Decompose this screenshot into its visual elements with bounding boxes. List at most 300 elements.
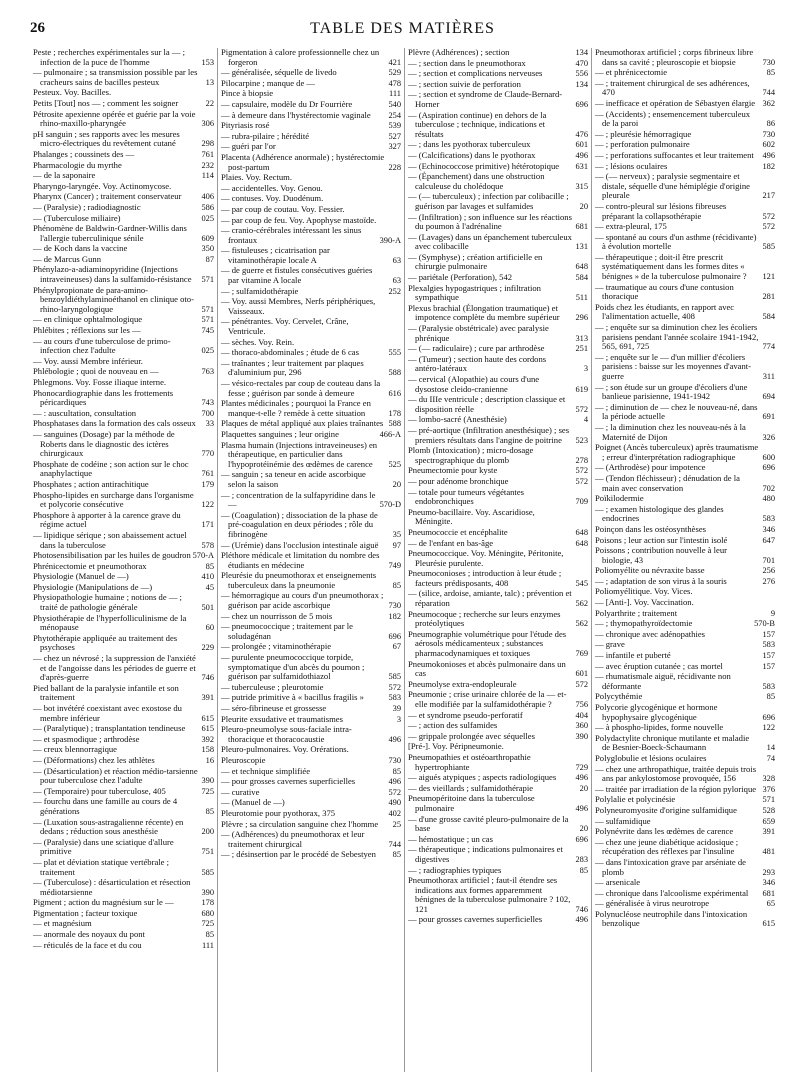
index-entry: [408, 794, 588, 813]
index-entry-text: Plasma humain (Injections intraveineuses) en thérapeutique, en particulier dans l'hypoprotéinémie des œdèmes de carence: [221, 439, 378, 469]
index-entry-text: — ; sulfamidothérapie: [221, 285, 299, 296]
index-entry: [221, 153, 401, 172]
index-entry-text: Polyneuromyosite d'origine sulfamidique: [595, 804, 737, 815]
index-entry-text: — (Accidents) ; ensemencement tuberculeux de la paroi: [595, 108, 751, 129]
index-entry-text: — (Coagulation) ; dissociation de la phase de pré-coagulation en deux périodes ; rôle du fibrinogène: [221, 509, 378, 539]
index-entry: [595, 806, 775, 816]
index-entry: [595, 202, 775, 221]
index-entry-page: 65: [766, 899, 775, 909]
index-entry-text: — réticulés de la face et du cou: [33, 939, 142, 950]
index-entry-page: 315: [575, 181, 588, 191]
index-entry: [221, 379, 401, 398]
page-title: TABLE DES MATIÈRES: [310, 20, 495, 37]
index-entry-page: 730: [762, 129, 775, 139]
index-entry-page: 729: [575, 762, 588, 772]
index-entry-page: 254: [388, 110, 401, 120]
index-entry-text: Poliomyélitique. Voy. Vices.: [595, 586, 693, 597]
index-entry: [33, 48, 214, 67]
index-entry-text: — pré-aortique (Infiltration anesthésique) ; ses premiers résultats dans l'angine de poitrine: [408, 424, 570, 445]
index-entry-text: Pharynx (Cancer) ; traitement conservateur: [33, 191, 182, 202]
index-entry-page: 774: [762, 342, 775, 352]
index-entry: [595, 140, 775, 150]
index-entry-text: — cervical (Alopathie) au cours d'une dysostose cleido-cranienne: [408, 374, 540, 394]
index-entry-text: — infantile et puberté: [595, 650, 671, 661]
index-entry: [408, 375, 588, 394]
index-entry-page: 571: [762, 795, 775, 805]
index-entry-page: 134: [575, 79, 588, 89]
index-entry: [595, 253, 775, 282]
index-entry-page: 252: [388, 286, 401, 296]
index-entry-page: 761: [201, 469, 214, 479]
index-entry: [408, 845, 588, 864]
index-entry-text: — hémostatique ; un cas: [408, 833, 493, 844]
index-entry-page: 85: [392, 580, 401, 590]
index-entry-page: 182: [388, 611, 401, 621]
index-entry-page: 601: [575, 140, 588, 150]
index-entry: [595, 640, 775, 650]
index-entry-text: — spontané au cours d'un asthme (récidivante) à évolution mortelle: [595, 231, 757, 252]
index-entry: [595, 353, 775, 382]
index-entry-text: — purulente pneumococcique torpide, symptomatique d'un abcès du poumon ; guérison par sulfamidothiazol: [221, 652, 365, 682]
index-entry-page: 134: [575, 48, 588, 57]
index-entry-text: — (Echinococcose primitive) hétérotopique: [408, 160, 560, 171]
index-entry-text: — thérapeutique ; indications pulmonaires et digestives: [408, 844, 563, 864]
index-entry-text: Phytothérapie appliquée au traitement des psychoses: [33, 632, 178, 653]
index-entry-page: 570-B: [754, 619, 775, 629]
index-entry-text: — aigués atypiques ; aspects radiologiques: [408, 772, 557, 783]
index-entry-page: 572: [762, 222, 775, 232]
index-entry: [408, 815, 588, 834]
index-entry-text: — sanguin ; sa teneur en acide ascorbique selon la saison: [221, 469, 366, 489]
index-entry: [33, 858, 214, 877]
index-entry-text: — fourchu dans une famille au cours de 4 générations: [33, 796, 178, 816]
index-entry-page: 691: [762, 412, 775, 422]
index-entry-page: 390-A: [379, 235, 401, 245]
index-entry: [408, 876, 588, 914]
index-entry-page: 390: [575, 731, 588, 741]
index-entry: [221, 111, 401, 121]
index-entry-page: 402: [388, 808, 401, 818]
index-entry: [33, 654, 214, 683]
index-entry-text: Pleurésie du pneumothorax et enseignements tuberculeux dans la pneumonie: [221, 570, 377, 590]
index-entry-page: 392: [201, 734, 214, 744]
index-entry: [408, 192, 588, 211]
index-entry-page: 578: [201, 540, 214, 550]
index-entry-page: 376: [762, 784, 775, 794]
index-columns: [30, 48, 778, 1072]
index-entry-text: — pour grosses cavernes superficielles: [221, 776, 356, 787]
index-entry: [595, 494, 775, 504]
index-entry: [33, 562, 214, 572]
index-entry-page: 39: [392, 704, 401, 713]
index-entry-page: 583: [762, 514, 775, 524]
index-entry-text: — (Calcifications) dans le pyothorax: [408, 149, 536, 160]
index-entry-page: 3: [583, 364, 588, 374]
index-entry-page: 570-D: [379, 500, 401, 510]
index-entry: [33, 161, 214, 171]
index-entry-page: 588: [388, 419, 401, 429]
index-entry-text: Physiologie (Manipulations de —): [33, 581, 153, 592]
index-entry-text: — contuses. Voy. Duodénum.: [221, 193, 324, 204]
index-entry-page: 232: [201, 160, 214, 170]
index-entry-text: — ; concentration de la sulfapyridine dans le —: [221, 489, 376, 510]
index-entry: [221, 591, 401, 610]
index-entry: [595, 795, 775, 805]
index-entry: [408, 549, 588, 568]
index-entry-page: 200: [201, 827, 214, 837]
index-entry-page: 615: [201, 724, 214, 734]
index-entry-text: — chez une arthropathique, traitée depuis trois ans par ankylostomose provoquée, 156: [595, 763, 757, 784]
index-entry-text: Poignet (Ancès tuberculeux) après traumatisme ; erreur d'interprétation radiographique: [595, 442, 759, 462]
index-entry: [595, 233, 775, 252]
index-entry-page: 114: [201, 171, 214, 181]
index-entry: [408, 344, 588, 354]
index-entry: [221, 798, 401, 808]
index-entry-page: 585: [388, 672, 401, 682]
index-entry: [33, 430, 214, 459]
index-entry-text: — (Aspiration continue) en dehors de la tuberculose ; technique, indications et résultats: [408, 109, 547, 139]
index-entry-page: 404: [575, 710, 588, 720]
index-entry: [408, 80, 588, 90]
index-entry: [221, 470, 401, 489]
index-entry-page: 770: [201, 449, 214, 459]
index-entry: [595, 172, 775, 201]
index-entry-text: Plaques de métal appliqué aux plaies traînantes: [221, 418, 384, 429]
index-entry-page: 14: [766, 743, 775, 753]
index-entry-page: 743: [201, 398, 214, 408]
index-entry-text: — et syndrome pseudo-perforatif: [408, 709, 523, 720]
index-entry-page: 85: [579, 865, 588, 875]
index-entry: [595, 68, 775, 78]
index-entry-page: 157: [762, 661, 775, 671]
index-entry-text: Phénomène de Baldwin-Gardner-Willis dans l'allergie tuberculinique sénile: [33, 223, 187, 243]
index-entry: [408, 711, 588, 721]
index-entry-text: — thérapeutique ; doit-il être prescrit systématiquement dans les formes dites « bénignes » de la tuberculose pulmonaire ?: [595, 251, 747, 282]
index-entry-text: Phosphate de codéine ; son action sur le choc anaphylactique: [33, 458, 189, 479]
index-entry-page: 681: [575, 222, 588, 232]
index-entry-text: — plat et déviation statique vertébrale ; traitement: [33, 856, 170, 877]
index-entry-page: 539: [388, 121, 401, 131]
index-entry: [33, 286, 214, 315]
index-entry: [595, 505, 775, 524]
index-entry-text: — ; enquête sur le — d'un millier d'écoliers parisiens : baisse sur les moyennes d'avant-guerre: [595, 351, 752, 381]
index-entry: [595, 79, 775, 98]
index-entry-text: — généralisée, séquelle de livedo: [221, 67, 337, 78]
index-entry-page: 496: [388, 777, 401, 787]
index-entry-text: Phosphates ; action antirachitique: [33, 478, 149, 489]
index-entry: [33, 192, 214, 202]
index-entry-page: 696: [762, 463, 775, 473]
index-entry: [408, 446, 588, 465]
index-entry-page: 153: [201, 57, 214, 67]
index-entry-text: — curative: [221, 786, 260, 797]
index-entry-text: Plèvre ; sa circulation sanguine chez l'homme: [221, 818, 379, 829]
index-entry-text: — fistuleuses ; cicatrisation par vitaminothérapie locale A: [221, 245, 330, 265]
index-column-1: [30, 48, 217, 1072]
index-entry-text: Pleuro-pulmonaires. Voy. Orérations.: [221, 744, 349, 755]
index-entry-text: Phénylpropionate de para-amino-benzoyldiéthylaminoéthanol en clinique oto-rhino-laryngologique: [33, 284, 194, 314]
index-entry-text: — lipidique sérique ; son abaissement actuel dans la tuberculose: [33, 529, 187, 550]
index-entry: [408, 172, 588, 191]
index-entry-text: Pétrosite apexienne opérée et guérie par la voie rhino-maxillo-pharyngée: [33, 108, 196, 129]
index-entry-page: 406: [201, 192, 214, 202]
index-entry: [595, 692, 775, 702]
index-entry-text: — rubra-pilaire ; hérédité: [221, 130, 310, 141]
index-entry-text: Plantes médicinales ; pourquoi la France en manque-t-elle ? remède à cette situation: [221, 398, 371, 418]
index-entry-page: 619: [575, 384, 588, 394]
index-entry-text: — au cours d'une tuberculose de primo-infection chez l'adulte: [33, 335, 171, 356]
index-entry: [408, 111, 588, 140]
index-entry-page: 700: [201, 408, 214, 418]
index-entry: [408, 151, 588, 161]
index-entry-page: 555: [388, 348, 401, 358]
index-entry: [33, 110, 214, 129]
index-entry-page: 631: [575, 161, 588, 171]
index-entry-text: — et spasmodique ; arthrodèse: [33, 733, 140, 744]
index-entry: [33, 244, 214, 254]
index-entry: [221, 756, 401, 766]
index-entry-text: — capsulaire, modèle du Dr Fourrière: [221, 98, 353, 109]
index-entry-page: 229: [201, 643, 214, 653]
index-entry-text: — ; radiographies typiques: [408, 864, 502, 875]
index-entry-text: — du IIIe ventricule ; description classique et disposition réelle: [408, 394, 566, 414]
index-entry-text: Pigment ; action du magnésium sur le —: [33, 897, 174, 908]
index-entry-text: — ; enquête sur sa diminution chez les écoliers parisiens pendant l'année scolaire 1941-1942, 565, 691, 725: [595, 322, 759, 352]
index-entry-page: 306: [201, 119, 214, 129]
index-entry-text: Pharyngo-laryngée. Voy. Actinomycose.: [33, 180, 172, 191]
index-entry: [595, 463, 775, 473]
index-entry: [595, 899, 775, 909]
index-entry-page: 391: [201, 693, 214, 703]
index-entry-page: 025: [201, 346, 214, 356]
index-entry: [221, 419, 401, 429]
index-entry-text: Pneumolyse extra-endopleurale: [408, 678, 517, 689]
index-entry-text: — (Lavages) dans un épanchement tuberculeux avec colibacille: [408, 231, 572, 252]
index-entry-text: — extra-pleural, 175: [595, 221, 667, 232]
index-entry: [221, 48, 401, 67]
index-entry-page: 496: [575, 915, 588, 925]
index-entry-text: Pneumonie ; crise urinaire chlorée de la — et-elle modifiée par la sulfamidothérapie ?: [408, 689, 567, 709]
index-entry: [221, 491, 401, 510]
index-entry: [408, 273, 588, 283]
index-entry-text: Phlegmons. Voy. Fosse iliaque interne.: [33, 377, 167, 387]
index-entry: [408, 284, 588, 303]
index-entry-text: — (Temporaire) pour tuberculose, 405: [33, 785, 166, 796]
index-entry: [595, 536, 775, 546]
index-entry-page: 87: [205, 254, 214, 264]
index-entry-text: Plèvre (Adhérences) ; section: [408, 48, 510, 57]
index-entry-page: 20: [392, 479, 401, 489]
index-entry-text: — ; section suivie de perforation: [408, 78, 521, 89]
index-entry-page: 25: [392, 819, 401, 829]
index-entry-page: 470: [575, 58, 588, 68]
index-entry-text: Pince à biopsie: [221, 88, 274, 99]
index-entry: [595, 609, 775, 619]
index-entry-text: Polycorie glycogénique et hormone hypophysaire glycogénique: [595, 702, 718, 722]
index-entry: [408, 773, 588, 783]
index-entry: [595, 827, 775, 837]
index-entry: [595, 619, 775, 629]
index-entry-text: — de l'enfant en bas-âge: [408, 537, 494, 548]
index-entry: [408, 48, 588, 58]
index-entry: [408, 488, 588, 507]
index-entry-page: 583: [388, 693, 401, 703]
index-entry-page: 256: [762, 566, 775, 576]
index-entry: [595, 889, 775, 899]
index-entry: [595, 222, 775, 232]
index-entry-text: — thoraco-abdominales ; étude de 6 cas: [221, 347, 359, 358]
index-entry: [221, 359, 401, 378]
index-entry-page: 85: [205, 561, 214, 571]
index-entry: [221, 194, 401, 204]
index-entry-page: 730: [762, 57, 775, 67]
index-entry-page: 570-A: [192, 551, 214, 561]
index-entry: [221, 511, 401, 540]
index-entry-text: — ; examen histologique des glandes endocrines: [595, 503, 724, 524]
index-entry: [595, 754, 775, 764]
index-entry: [408, 233, 588, 252]
index-entry-page: 111: [202, 940, 214, 950]
index-entry-page: 157: [762, 651, 775, 661]
index-entry: [33, 898, 214, 908]
index-entry: [33, 930, 214, 940]
index-entry-page: 3: [396, 714, 401, 724]
index-entry-page: 600: [762, 452, 775, 462]
index-entry-text: — vésico-rectales par coup de couteau dans la fesse ; guérison par sonde à demeure: [221, 378, 381, 398]
index-entry: [33, 745, 214, 755]
index-entry: [595, 651, 775, 661]
index-entry: [33, 614, 214, 633]
index-entry-text: Polydactylite chronique mutilante et maladie de Besnier-Boeck-Schaumann: [595, 732, 750, 753]
index-entry-text: — (Paralytique) ; transplantation tendineuse: [33, 723, 186, 734]
index-entry-text: pH sanguin ; ses rapports avec les mesures micro-électriques du revêtement cutané: [33, 128, 180, 149]
index-entry-text: — à demeure dans l'hystérectomie vaginale: [221, 109, 371, 120]
index-entry: [408, 589, 588, 608]
index-entry-page: 572: [575, 476, 588, 486]
index-entry-text: — ; son étude sur un groupe d'écoliers d'une banlieue parisienne, 1941-1942: [595, 381, 748, 402]
index-entry: [33, 409, 214, 419]
page-header: [30, 20, 775, 44]
index-entry-text: Pneumothorax artificiel ; faut-il étendre ses indications aux formes apparemment bénignes de la tuberculose pulmonaire ? 102, 121: [408, 875, 571, 914]
index-entry-page: 476: [575, 129, 588, 139]
index-entry-page: 501: [201, 603, 214, 613]
index-entry: [33, 265, 214, 284]
index-entry-page: 615: [762, 919, 775, 929]
index-entry: [221, 246, 401, 265]
index-entry-page: 609: [201, 233, 214, 243]
index-entry-text: — accidentelles. Voy. Genou.: [221, 182, 323, 193]
index-entry-page: 85: [392, 850, 401, 860]
index-entry: [33, 326, 214, 336]
index-column-3: [404, 48, 591, 1072]
index-entry-text: — : auscultation, consultation: [33, 407, 137, 418]
index-entry-text: Pneumoconioses ; introduction à leur étude ; facteurs prédisposants, 408: [408, 568, 562, 588]
index-entry: [595, 48, 775, 67]
index-entry: [595, 672, 775, 691]
index-entry-text: — Voy. aussi Membre inférieur.: [33, 355, 143, 366]
index-entry-page: 680: [201, 908, 214, 918]
index-entry-page: 572: [575, 679, 588, 689]
index-entry-page: 346: [762, 878, 775, 888]
index-entry: [221, 266, 401, 285]
index-entry: [221, 642, 401, 652]
index-entry: [595, 303, 775, 322]
index-entry: [408, 395, 588, 414]
index-entry-text: Plomb (Intoxication) ; micro-dosage spectrographique du plomb: [408, 445, 534, 465]
index-entry-text: — traitée par irradiation de la région pylorique: [595, 783, 757, 794]
index-entry-text: — pneumococcique ; traitement par le soludagénan: [221, 621, 353, 641]
index-entry: [595, 838, 775, 857]
index-entry-text: — de Koch dans la vaccine: [33, 243, 128, 254]
index-entry: [221, 693, 401, 703]
index-entry: [595, 151, 775, 161]
index-entry: [595, 703, 775, 722]
index-entry-text: — traînantes ; leur traitement par plaques d'aluminium pur, 296: [221, 357, 364, 378]
index-entry: [33, 684, 214, 703]
index-entry-page: 540: [388, 99, 401, 109]
index-entry: [595, 283, 775, 302]
index-entry-page: 585: [201, 867, 214, 877]
index-entry: [595, 598, 775, 608]
index-entry-text: Pneumokonioses et abcès pulmonaire dans un cas: [408, 658, 566, 679]
index-entry-page: 648: [575, 538, 588, 548]
index-entry: [221, 399, 401, 418]
index-entry-page: 725: [201, 919, 214, 929]
index-entry-page: 496: [388, 734, 401, 744]
index-entry-text: — (silice, ardoise, amiante, talc) ; prévention et réparation: [408, 588, 572, 609]
index-entry-page: 121: [762, 272, 775, 282]
index-entry-text: — Voy. aussi Membres, Nerfs périphériques, Vaisseaux.: [221, 296, 376, 316]
index-entry: [595, 662, 775, 672]
index-entry: [33, 909, 214, 919]
index-entry-page: 276: [762, 576, 775, 586]
index-entry-page: 35: [392, 529, 401, 539]
index-entry-page: 85: [766, 692, 775, 702]
index-entry: [408, 721, 588, 731]
index-entry: [221, 612, 401, 622]
index-entry-text: Pilocarpine ; manque de —: [221, 77, 316, 88]
index-entry-page: 283: [575, 854, 588, 864]
index-entry-page: 562: [575, 619, 588, 629]
index-entry-page: 681: [762, 888, 775, 898]
index-entry: [33, 150, 214, 160]
index-entry: [221, 850, 401, 860]
index-entry: [33, 337, 214, 356]
index-entry-page: 511: [575, 293, 588, 303]
index-entry: [221, 715, 401, 725]
index-entry-text: — (Luxation sous-astragalienne récente) en dedans ; réduction sous anesthésie: [33, 816, 184, 837]
index-entry-text: — ; section et complications nerveuses: [408, 68, 543, 79]
index-entry-text: — des vieillards ; sulfamidothérapie: [408, 782, 534, 793]
index-entry-text: Petits [Tout] nos — ; comment les soigner: [33, 97, 179, 108]
index-entry-text: — totale pour tumeurs végétantes endobronchiques: [408, 486, 524, 507]
index-entry: [221, 441, 401, 470]
index-entry-page: 480: [762, 494, 775, 504]
index-entry: [408, 539, 588, 549]
index-entry: [595, 443, 775, 462]
index-entry: [221, 820, 401, 830]
index-entry: [221, 571, 401, 590]
index-entry-text: — pulmonaire ; sa transmission possible par les cracheurs sains de bacilles pesteux: [33, 67, 198, 87]
index-entry-text: — arsenicale: [595, 877, 641, 888]
index-entry: [408, 866, 588, 876]
index-entry-page: 296: [575, 313, 588, 323]
index-entry-text: — séro-fibrineuse et grossesse: [221, 703, 327, 713]
index-entry: [595, 110, 775, 129]
index-entry-text: — chez un nourrisson de 5 mois: [221, 610, 333, 621]
index-entry: [408, 742, 588, 752]
index-entry-page: 746: [201, 673, 214, 683]
